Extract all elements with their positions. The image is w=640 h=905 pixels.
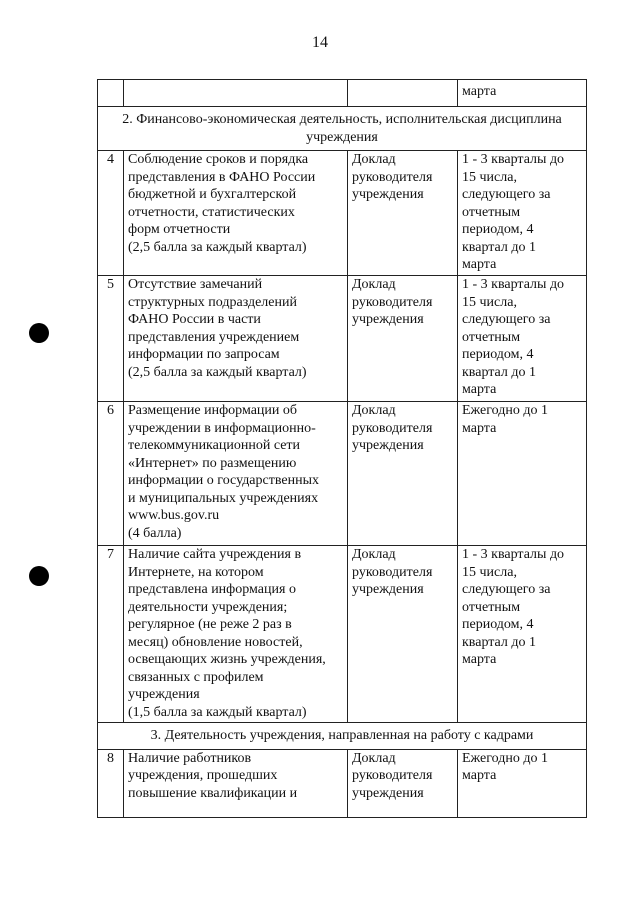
table-row bbox=[98, 402, 587, 546]
text-line: 1 - 3 кварталы до bbox=[462, 277, 565, 292]
text-line: следующего за bbox=[462, 312, 551, 327]
text-line: Доклад bbox=[352, 152, 396, 167]
text-line: (2,5 балла за каждый квартал) bbox=[128, 239, 307, 255]
text-line: 15 числа, bbox=[462, 169, 517, 185]
text-line: телекоммуникационной сети bbox=[128, 438, 301, 453]
row-number: 5 bbox=[98, 276, 124, 402]
text-line: структурных подразделений bbox=[128, 294, 297, 310]
text-line: руководителя bbox=[352, 564, 433, 580]
text-line: Наличие работников bbox=[128, 750, 252, 766]
text-line: 1 - 3 кварталы до bbox=[462, 152, 565, 167]
text-line: деятельности учреждения; bbox=[128, 599, 288, 615]
source-cell bbox=[348, 546, 458, 723]
text-line: Доклад bbox=[352, 403, 396, 418]
text-line: марта bbox=[462, 768, 497, 783]
row-number: 8 bbox=[98, 749, 124, 817]
term-cell: марта bbox=[458, 80, 587, 107]
text-line: руководителя bbox=[352, 768, 433, 783]
text-line: марта bbox=[462, 382, 497, 397]
text-line: Ежегодно до 1 bbox=[462, 750, 548, 766]
text-line: Размещение информации об bbox=[128, 403, 298, 418]
text-line: освещающих жизнь учреждения, bbox=[128, 652, 326, 667]
table-row bbox=[98, 151, 587, 276]
row-number: 4 bbox=[98, 151, 124, 276]
criterion-cell bbox=[124, 276, 348, 402]
text-line: Соблюдение сроков и порядка bbox=[128, 152, 309, 167]
text-line: 15 числа, bbox=[462, 294, 517, 310]
text-line: отчетным bbox=[462, 204, 521, 220]
source-cell bbox=[348, 276, 458, 402]
section-header-row bbox=[98, 107, 587, 151]
row-number: 6 bbox=[98, 402, 124, 546]
text-line: следующего за bbox=[462, 187, 551, 202]
source-cell bbox=[348, 80, 458, 107]
text-line: Доклад bbox=[352, 547, 396, 562]
text-line: связанных с профилем bbox=[128, 669, 264, 685]
text-line: повышение квалификации и bbox=[128, 785, 298, 801]
text-line: Доклад bbox=[352, 277, 396, 292]
text-line: 1 - 3 кварталы до bbox=[462, 547, 565, 562]
text-line: квартал до 1 bbox=[462, 364, 536, 380]
criterion-cell bbox=[124, 80, 348, 107]
text-line: представления в ФАНО России bbox=[128, 169, 316, 185]
text-line: ФАНО России в части bbox=[128, 312, 261, 327]
text-line: Отсутствие замечаний bbox=[128, 277, 263, 292]
criterion-cell bbox=[124, 546, 348, 723]
table-row bbox=[98, 749, 587, 817]
source-cell bbox=[348, 151, 458, 276]
text-line: периодом, 4 bbox=[462, 347, 534, 362]
text-line: учреждения bbox=[352, 582, 424, 597]
text-line: отчетности, статистических bbox=[128, 204, 295, 220]
text-line: Доклад bbox=[352, 750, 396, 766]
text-line: представления учреждением bbox=[128, 329, 300, 345]
text-line: следующего за bbox=[462, 582, 551, 597]
text-line: представлена информация о bbox=[128, 582, 296, 597]
text-line: бюджетной и бухгалтерской bbox=[128, 187, 297, 202]
punch-hole-icon bbox=[29, 323, 49, 343]
text-line: марта bbox=[462, 420, 497, 436]
text-line: учреждения bbox=[352, 438, 424, 453]
criterion-cell bbox=[124, 151, 348, 276]
num-cell bbox=[98, 80, 124, 107]
section-title: 3. Деятельность учреждения, направленная на работу с кадрами bbox=[98, 723, 587, 750]
text-line: www.bus.gov.ru bbox=[128, 508, 220, 523]
term-cell bbox=[458, 151, 587, 276]
term-cell bbox=[458, 402, 587, 546]
criterion-cell bbox=[124, 749, 348, 817]
page-number: 14 bbox=[312, 34, 328, 51]
text-line: марта bbox=[462, 652, 497, 667]
text-line: учреждения, прошедших bbox=[128, 768, 278, 783]
row-number: 7 bbox=[98, 546, 124, 723]
text-line: марта bbox=[462, 257, 497, 272]
text-line: Интернете, на котором bbox=[128, 564, 264, 580]
text-line: учреждения bbox=[352, 312, 424, 327]
text-line: (4 балла) bbox=[128, 525, 182, 541]
text-line: периодом, 4 bbox=[462, 617, 534, 632]
text-line: форм отчетности bbox=[128, 222, 231, 237]
text-line: отчетным bbox=[462, 599, 521, 615]
table-row bbox=[98, 80, 587, 107]
text-line: руководителя bbox=[352, 420, 433, 436]
text-line: руководителя bbox=[352, 169, 433, 185]
text-line: учреждения bbox=[352, 187, 424, 202]
text-line: Ежегодно до 1 bbox=[462, 403, 548, 418]
term-cell bbox=[458, 749, 587, 817]
section-header-row bbox=[98, 723, 587, 750]
table-row bbox=[98, 546, 587, 723]
text-line: информации по запросам bbox=[128, 347, 280, 362]
text-line: квартал до 1 bbox=[462, 634, 536, 650]
text-line: Наличие сайта учреждения в bbox=[128, 547, 302, 562]
punch-hole-icon bbox=[29, 566, 49, 586]
text-line: и муниципальных учреждениях bbox=[128, 490, 319, 506]
criterion-cell bbox=[124, 402, 348, 546]
source-cell bbox=[348, 402, 458, 546]
text-line: периодом, 4 bbox=[462, 222, 534, 237]
table-row bbox=[98, 276, 587, 402]
term-cell bbox=[458, 276, 587, 402]
text-line: квартал до 1 bbox=[462, 239, 536, 255]
text-line: отчетным bbox=[462, 329, 521, 345]
text-line: руководителя bbox=[352, 294, 433, 310]
text-line: учреждения bbox=[352, 785, 424, 801]
text-line: учреждения bbox=[128, 687, 200, 702]
text-line: месяц) обновление новостей, bbox=[128, 634, 303, 650]
text-line: информации о государственных bbox=[128, 473, 319, 488]
text-line: учреждении в информационно- bbox=[128, 420, 316, 436]
term-cell bbox=[458, 546, 587, 723]
text-line: регулярное (не реже 2 раз в bbox=[128, 617, 292, 632]
text-line: «Интернет» по размещению bbox=[128, 455, 297, 471]
source-cell bbox=[348, 749, 458, 817]
text-line: (1,5 балла за каждый квартал) bbox=[128, 704, 307, 720]
criteria-table bbox=[97, 79, 587, 818]
text-line: 15 числа, bbox=[462, 564, 517, 580]
section-title: 2. Финансово-экономическая деятельность, исполнительская дисциплина учреждения bbox=[98, 107, 587, 151]
text-line: (2,5 балла за каждый квартал) bbox=[128, 364, 307, 380]
